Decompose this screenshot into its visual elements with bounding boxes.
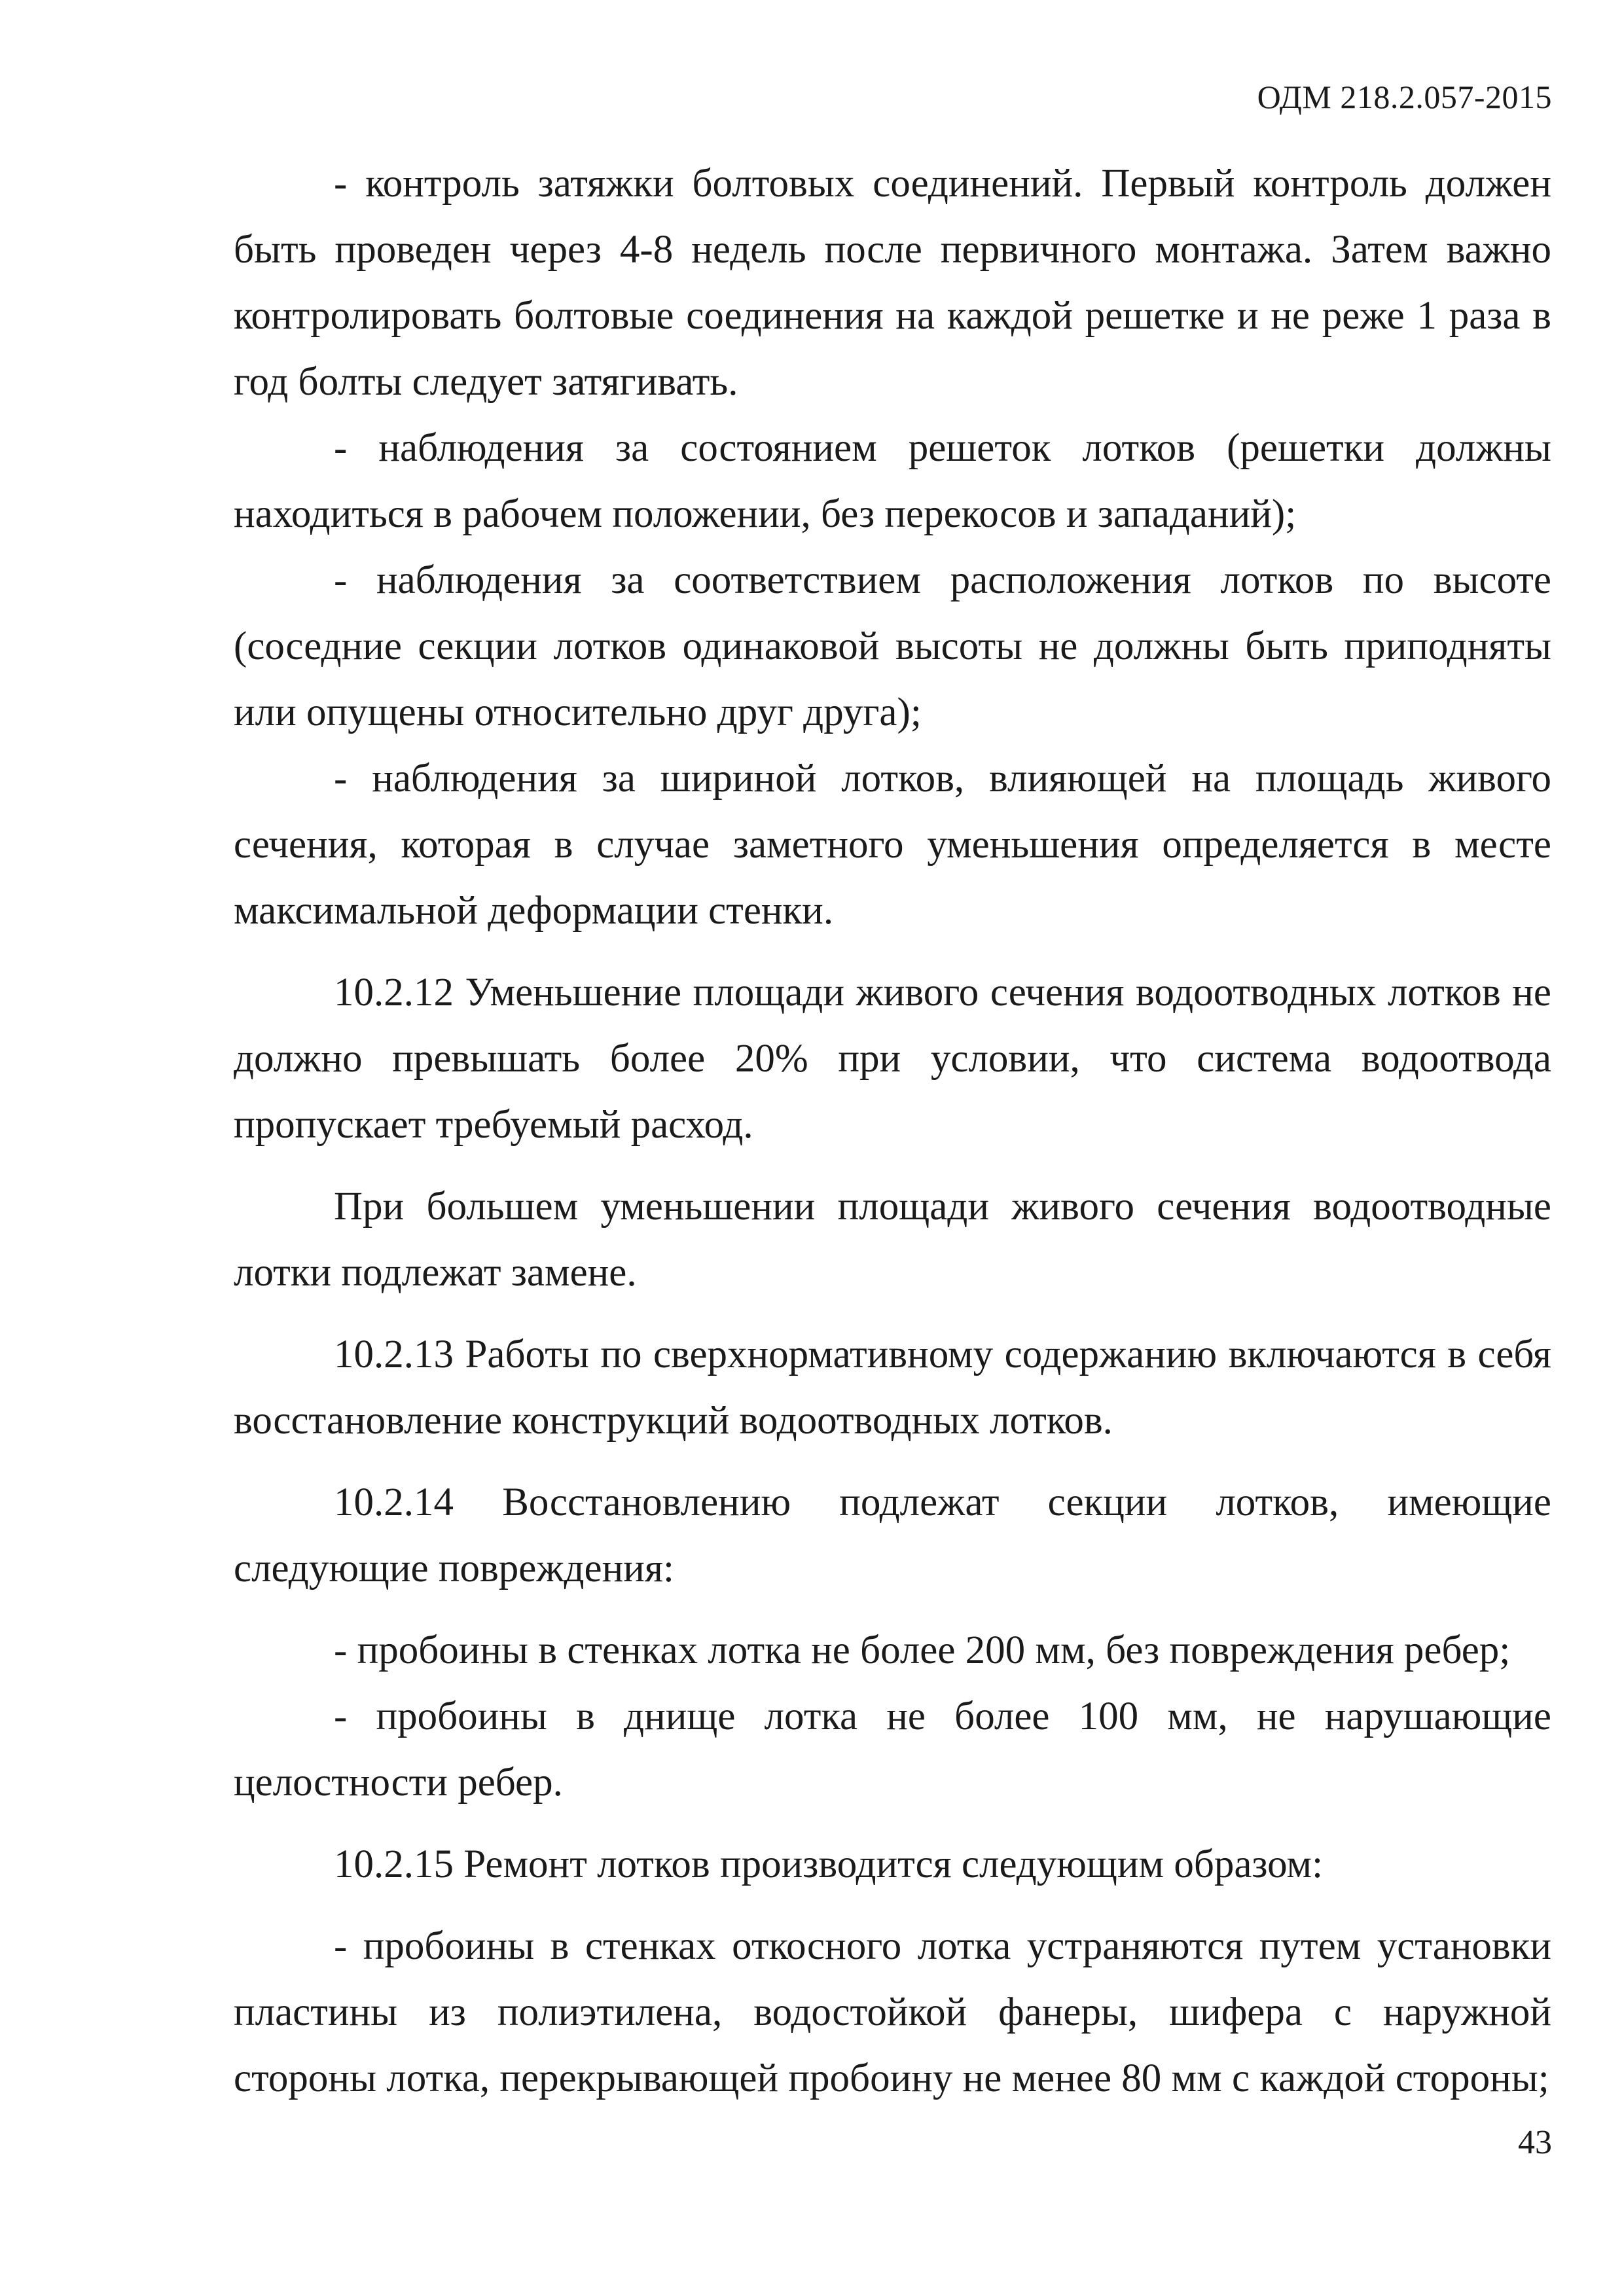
paragraph-replacement: При большем уменьшении площади живого сечения водоотводные лотки подлежат замене. (234, 1185, 1551, 1295)
paragraph-10-2-13: 10.2.13 Работы по сверхнормативному содержанию включаются в себя восстановление конструкций водоотводных лотков. (234, 1333, 1551, 1443)
paragraph-10-2-14: 10.2.14 Восстановлению подлежат секции лотков, имеющие следующие повреждения: (234, 1480, 1551, 1590)
page-number: 43 (1518, 2124, 1552, 2161)
page-body (234, 151, 1551, 2111)
paragraph-height-observation: - наблюдения за соответствием расположения лотков по высоте (соседние секции лотков одинаковой высоты не должны быть приподняты или опущены относительно друг друга); (234, 558, 1551, 734)
paragraph-repair-method: - пробоины в стенках откосного лотка устраняются путем установки пластины из полиэтилена, водостойкой фанеры, шифера с наружной стороны лотка, перекрывающей пробоину не менее 80 мм с каждой стороны; (234, 1924, 1551, 2100)
paragraph-grate-observation: - наблюдения за состоянием решеток лотков (решетки должны находиться в рабочем положении, без перекосов и западаний); (234, 426, 1551, 536)
paragraph-bottom-holes: - пробоины в днище лотка не более 100 мм, не нарушающие целостности ребер. (234, 1695, 1551, 1804)
paragraph-width-observation: - наблюдения за шириной лотков, влияющей на площадь живого сечения, которая в случае заметного уменьшения определяется в месте максимальной деформации стенки. (234, 757, 1551, 933)
paragraph-10-2-12: 10.2.12 Уменьшение площади живого сечения водоотводных лотков не должно превышать более 20% при условии, что система водоотвода пропускает требуемый расход. (234, 971, 1551, 1147)
document-code-header: ОДМ 218.2.057-2015 (1257, 79, 1552, 115)
paragraph-wall-holes: - пробоины в стенках лотка не более 200 мм, без повреждения ребер; (334, 1628, 1511, 1672)
paragraph-10-2-15: 10.2.15 Ремонт лотков производится следующим образом: (334, 1842, 1324, 1886)
paragraph-bolt-control: - контроль затяжки болтовых соединений. Первый контроль должен быть проведен через 4-8 недель после первичного монтажа. Затем важно контролировать болтовые соединения на каждой решетке и не реже 1 раза в год болты следует затягивать. (234, 162, 1551, 404)
